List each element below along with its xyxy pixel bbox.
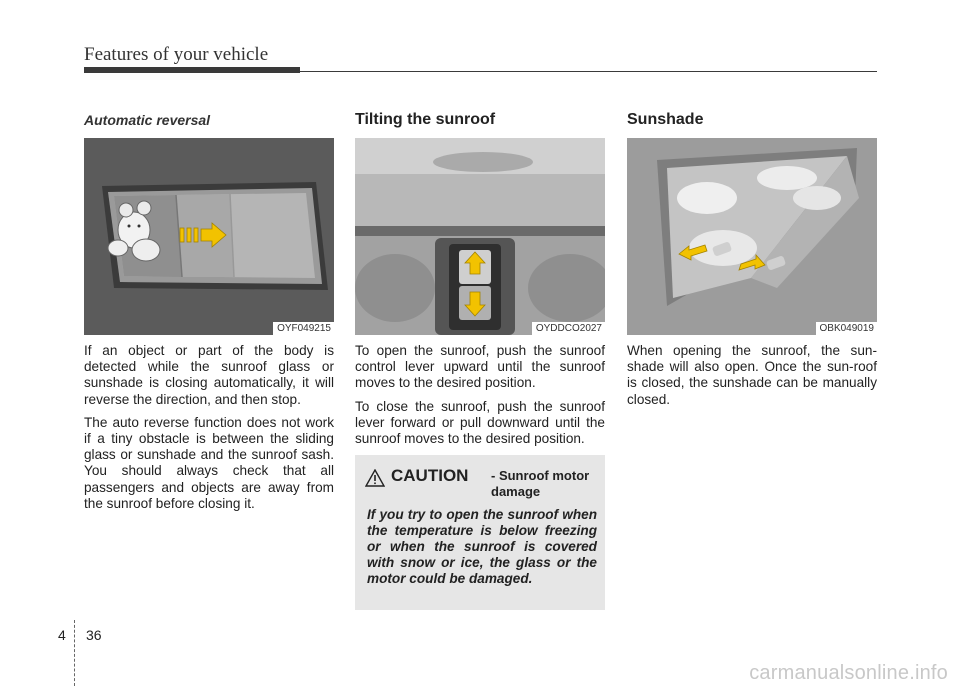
paragraph-auto-reversal-1: If an object or part of the body is detected while the sunroof glass or sunshade is closing automatically, it will reverse the direction, and then stop. [84,343,334,407]
figure-code: OBK049019 [816,322,878,335]
figure-sunroof-auto-reverse [84,138,334,335]
paragraph-sunshade: When opening the sunroof, the sun-shade will also open. Once the sun-roof is closed, the sunshade can be manually closed. [627,343,877,407]
subheading-automatic-reversal: Automatic reversal [84,112,211,128]
caution-subtitle: - Sunroof motor damage [491,468,590,499]
heading-sunshade: Sunshade [627,111,704,128]
caution-title: CAUTION [391,466,469,485]
column-sunshade [627,110,877,415]
header-rule [84,71,877,72]
section-number: 4 [58,627,66,643]
page-header-title: Features of your vehicle [84,44,269,65]
figure-code: OYDDCO2027 [532,322,605,335]
sunroof-auto-reverse-illustration [84,138,334,335]
paragraph-auto-reversal-2: The auto reverse function does not work if a tiny obstacle is between the sliding glass or sunshade and the sunroof sash. You should always check that all passengers and objects are away from the sunroof before closing it. [84,414,334,511]
page-number: 36 [86,627,102,643]
figure-sunroof-control-lever [355,138,605,335]
watermark: carmanualsonline.info [749,662,948,684]
caution-body: If you try to open the sunroof when the temperature is below freezing or when the sunroof is covered with snow or ice, the glass or the motor could be damaged. [367,507,597,586]
column-automatic-reversal [84,110,334,519]
paragraph-tilt-open: To open the sunroof, push the sunroof control lever upward until the sunroof moves to the desired position. [355,343,605,391]
paragraph-tilt-close: To close the sunroof, push the sunroof lever forward or pull downward until the sunroof moves to the desired position. [355,398,605,447]
header-bar [84,67,300,73]
figure-sunshade [627,138,877,335]
figure-code: OYF049215 [273,322,334,335]
footer-divider [74,620,75,686]
sunroof-control-lever-illustration [355,138,605,335]
sunshade-illustration [627,138,877,335]
caution-box [355,455,605,610]
column-tilting-sunroof [355,110,605,454]
warning-triangle-icon [365,469,385,487]
heading-tilting-sunroof: Tilting the sunroof [355,111,496,128]
